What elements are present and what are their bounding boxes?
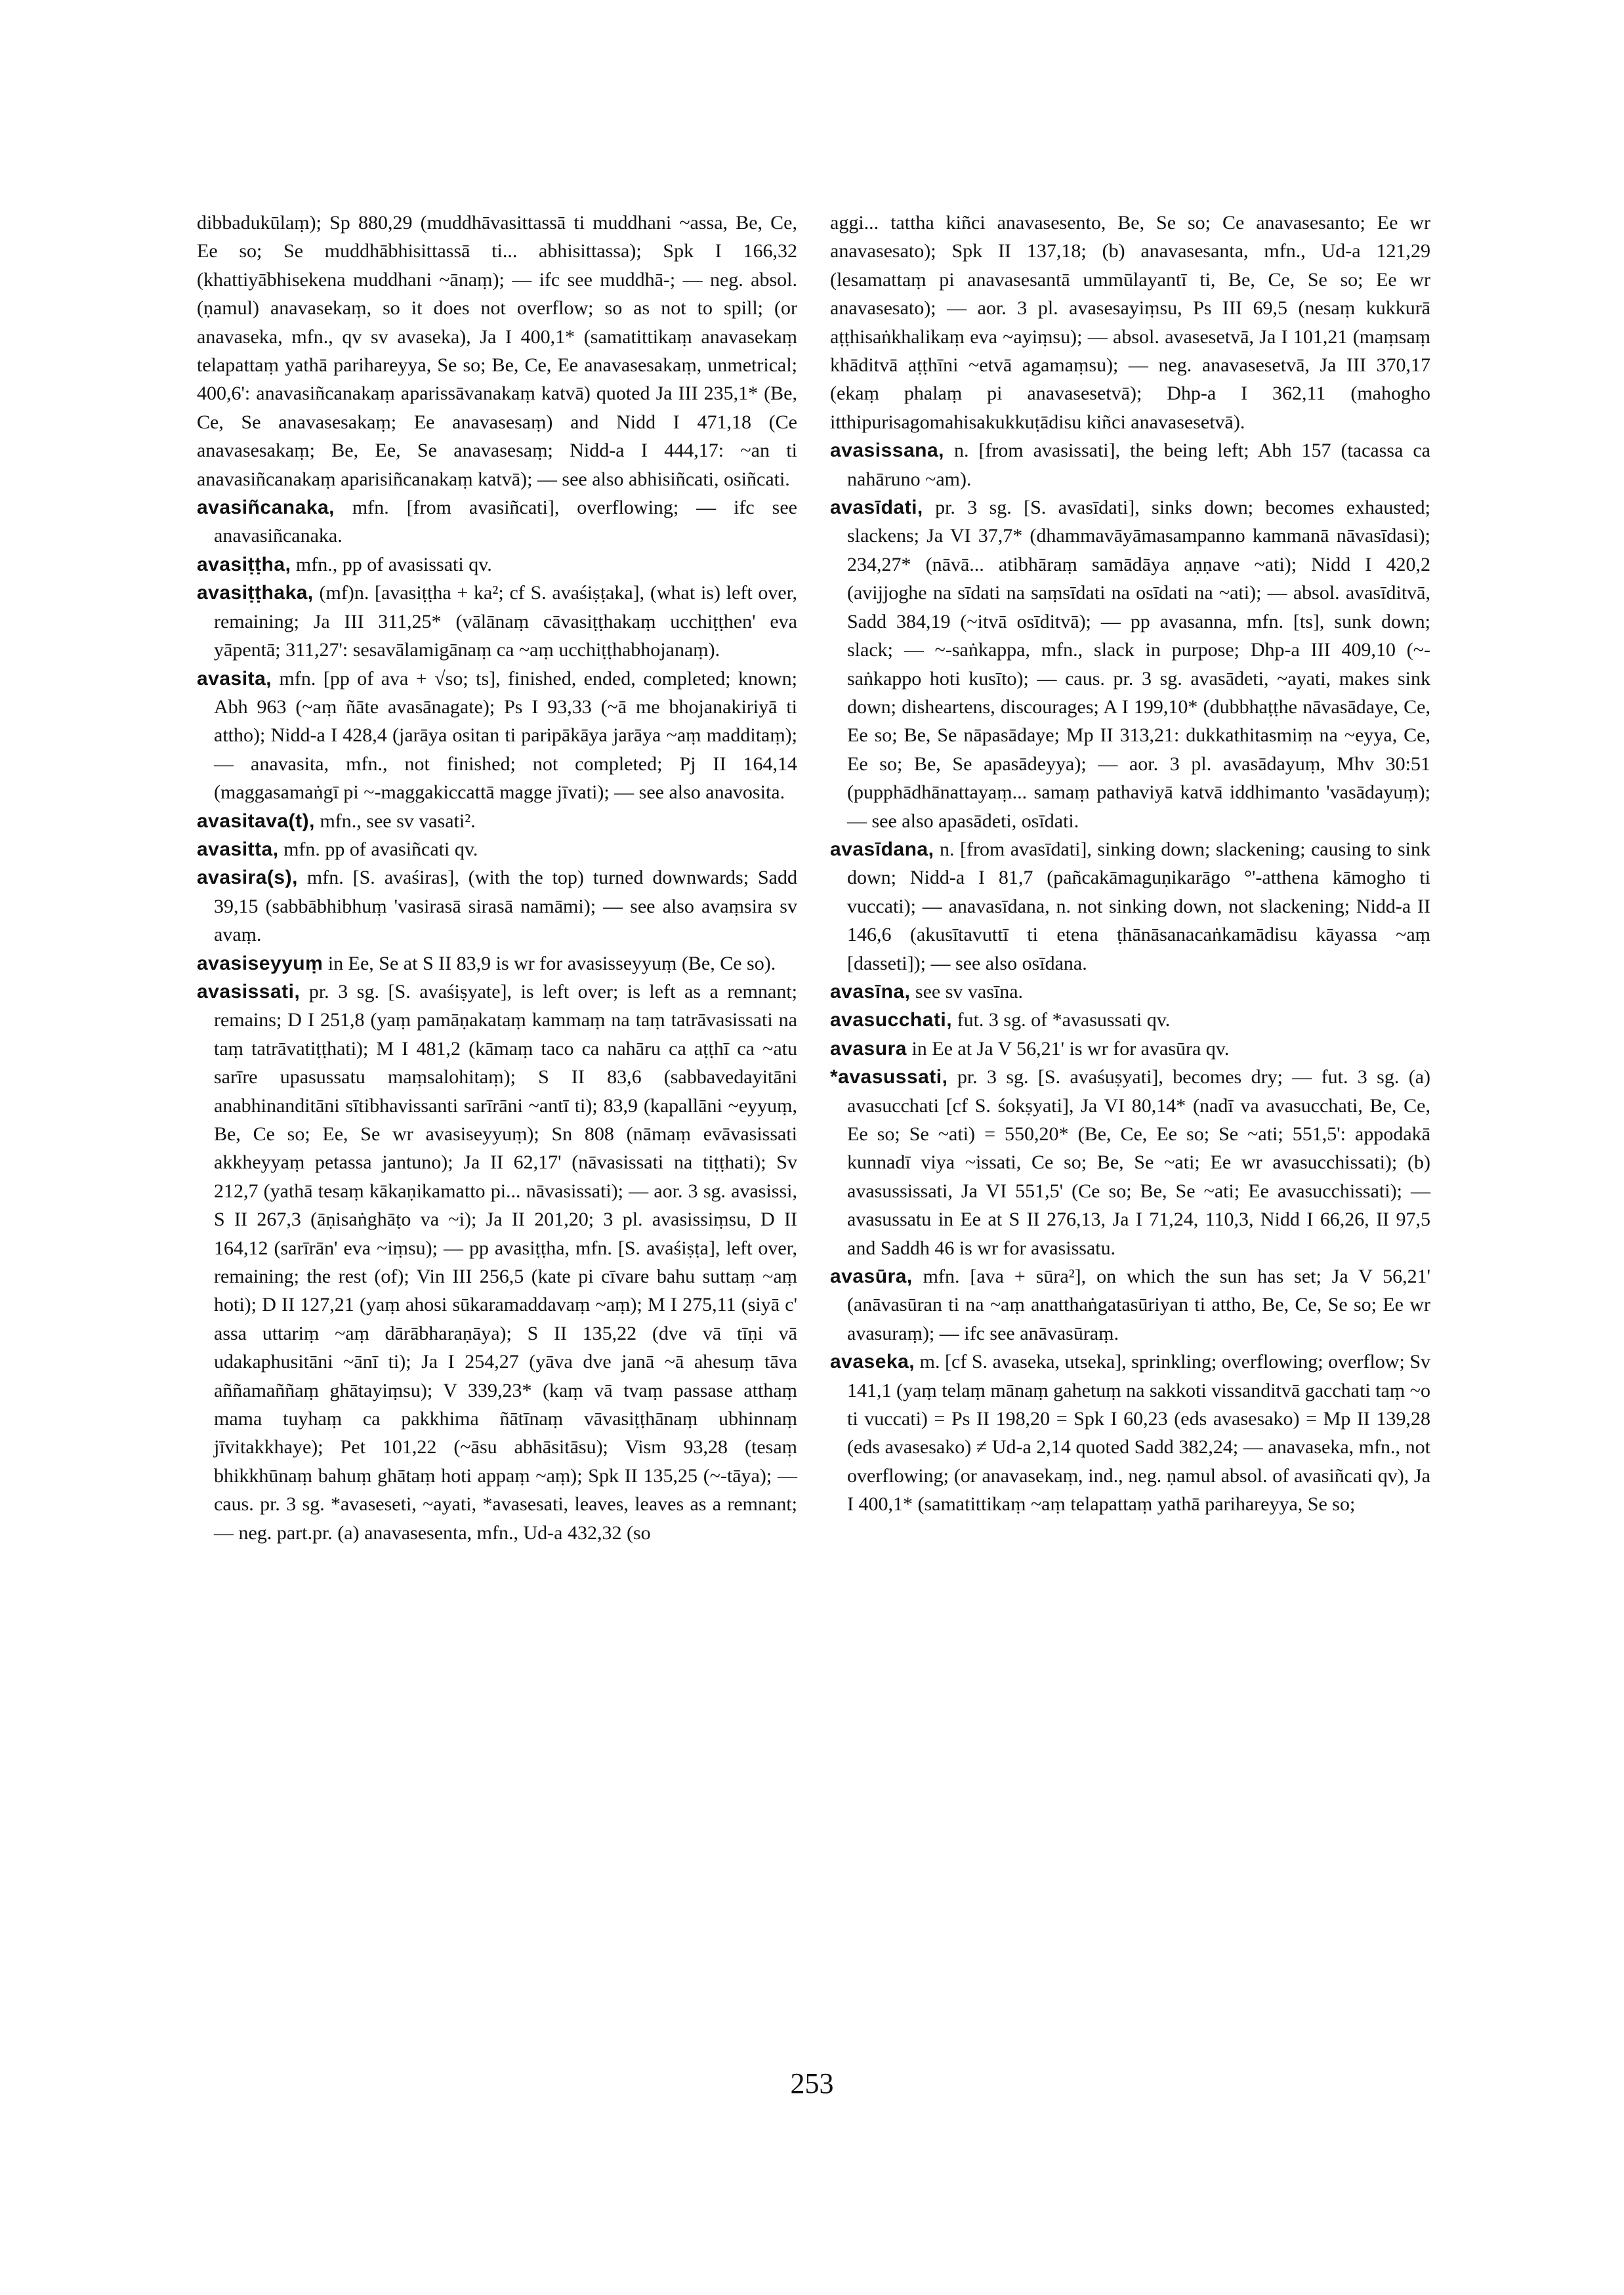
- dictionary-entry: [197, 550, 797, 579]
- dictionary-entry: [830, 1262, 1430, 1348]
- right-column: [830, 209, 1430, 1519]
- dictionary-entry: [197, 493, 797, 550]
- entry-text: mfn. [pp of ava + √so; ts], finished, ended, completed; known; Abh 963 (~aṃ ñāte avasānagate); Ps I 93,33 (~ā me bhojanakiriyā ti attho); Nidd-a I 428,4 (jarāya ositan ti paripākāya jarāya ~aṃ madditaṃ); — anavasita, mfn., not finished; not completed; Pj II 164,14 (maggasamaṅgī pi ~-maggakiccattā magge jīvati); — see also anavosita.: [214, 667, 797, 804]
- entry-text: mfn., see sv vasati².: [314, 810, 476, 832]
- headword: avasūra,: [830, 1266, 913, 1288]
- dictionary-entry: [830, 1063, 1430, 1262]
- dictionary-entry: [197, 835, 797, 863]
- headword: avasucchati,: [830, 1009, 953, 1031]
- headword: avasiseyyuṃ: [197, 952, 323, 974]
- entry-text: mfn. [from avasiñcati], overflowing; — ifc see anavasiñcanaka.: [214, 497, 797, 547]
- headword: avasita,: [197, 667, 272, 690]
- dictionary-entry: [830, 1006, 1430, 1034]
- entry-text: mfn. [S. avaśiras], (with the top) turned downwards; Sadd 39,15 (sabbābhibhuṃ 'vasirasā sirasā namāmi); — see also avaṃsira sv avaṃ.: [214, 867, 797, 946]
- entry-text: fut. 3 sg. of *avasussati qv.: [952, 1009, 1171, 1031]
- headword: avasīna,: [830, 980, 911, 1003]
- entry-text: (mf)n. [avasiṭṭha + ka²; cf S. avaśiṣṭaka], (what is) left over, remaining; Ja III 311,25* (vālānaṃ cāvasiṭṭhakaṃ ucchiṭṭhen' eva yāpentā; 311,27': sesavālamigānaṃ ca ~aṃ ucchiṭṭhabhojanaṃ).: [214, 582, 797, 661]
- headword: avasīdati,: [830, 497, 923, 519]
- headword: avasitava(t),: [197, 810, 315, 832]
- dictionary-entry: [197, 863, 797, 949]
- headword: avasira(s),: [197, 867, 298, 889]
- dictionary-entry: [197, 209, 797, 493]
- headword: *avasussati,: [830, 1066, 948, 1088]
- entry-text: aggi... tattha kiñci anavasesento, Be, Se so; Ce anavasesanto; Ee wr anavasesato); Spk II 137,18; (b) anavasesanta, mfn., Ud-a 121,29 (lesamattaṃ pi anavasesantā ummūlayantī ti, Be, Ce, Se so; Ee wr anavasesato); — aor. 3 pl. avasesayiṃsu, Ps III 69,5 (nesaṃ kukkurā aṭṭhisaṅkhalikaṃ eva ~ayiṃsu); — absol. avasesetvā, Ja I 101,21 (maṃsaṃ khāditvā aṭṭhīni ~etvā agamaṃsu); — neg. anavasesetvā, Ja III 370,17 (ekaṃ phalaṃ pi anavasesetvā); Dhp-a I 362,11 (mahogho itthipurisagomahisakukkuṭādisu kiñci anavasesetvā).: [830, 212, 1430, 433]
- dictionary-entry: [830, 978, 1430, 1006]
- headword: avasiñcanaka,: [197, 497, 335, 519]
- headword: avasīdana,: [830, 838, 934, 860]
- entry-text: pr. 3 sg. [S. avaśuṣyati], becomes dry; — fut. 3 sg. (a) avasucchati [cf S. śokṣyati], Ja VI 80,14* (nadī va avasucchati, Be, Ce, Ee so; Se ~ati) = 550,20* (Be, Ce, Ee so; Se ~ati; 551,5': appodakā kunnadī viya ~issati, Ce so; Be, Se ~ati; Ee wr avasucchissati); (b) avasussissati, Ja VI 551,5' (Ce so; Be, Se ~ati; Ee avasucchissati); — avasussatu in Ee at S II 276,13, Ja I 71,24, 110,3, Nidd I 66,26, II 97,5 and Saddh 46 is wr for avasissatu.: [847, 1066, 1430, 1259]
- left-column: [197, 209, 797, 1547]
- headword: avasiṭṭha,: [197, 553, 291, 575]
- entry-text: mfn. pp of avasiñcati qv.: [278, 838, 478, 860]
- entry-text: in Ee at Ja V 56,21' is wr for avasūra qv.: [906, 1037, 1230, 1060]
- dictionary-entry: [197, 665, 797, 807]
- dictionary-entry: [197, 579, 797, 664]
- headword: avaseka,: [830, 1351, 915, 1373]
- entry-text: dibbadukūlaṃ); Sp 880,29 (muddhāvasittassā ti muddhani ~assa, Be, Ce, Ee so; Se muddhābhisittassā ti... abhisittassa); Spk I 166,32 (khattiyābhisekena muddhani ~ānaṃ); — ifc see muddhā-; — neg. absol. (ṇamul) anavasekaṃ, so it does not overflow; so as not to spill; (or anavaseka, mfn., qv sv avaseka), Ja I 400,1* (samatittikaṃ anavasekaṃ telapattaṃ yathā parihareyya, Se so; Be, Ce, Ee anavasesakaṃ, unmetrical; 400,6': anavasiñcanakaṃ aparissāvanakaṃ katvā) quoted Ja III 235,1* (Be, Ce, Se anavasesakaṃ; Ee anavasesaṃ) and Nidd I 471,18 (Ce anavasesakaṃ; Be, Ee, Se anavasesaṃ; Nidd-a I 444,17: ~an ti anavasiñcanakaṃ aparisiñcanakaṃ katvā); — see also abhisiñcati, osiñcati.: [197, 212, 797, 490]
- dictionary-entry: [830, 209, 1430, 436]
- headword: avasissana,: [830, 440, 944, 462]
- dictionary-entry: [830, 436, 1430, 493]
- entry-text: in Ee, Se at S II 83,9 is wr for avasisseyyuṃ (Be, Ce so).: [323, 952, 776, 974]
- dictionary-entry: [830, 1348, 1430, 1518]
- entry-text: mfn. [ava + sūra²], on which the sun has set; Ja V 56,21' (anāvasūran ti na ~aṃ anatthaṅgatasūriyan ti attho, Be, Ce, Se so; Ee wr avasuraṃ); — ifc see anāvasūraṃ.: [847, 1266, 1430, 1344]
- entry-text: n. [from avasissati], the being left; Abh 157 (tacassa ca nahāruno ~am).: [847, 440, 1430, 490]
- page-number: 253: [790, 2067, 834, 2099]
- entry-text: mfn., pp of avasissati qv.: [291, 553, 492, 575]
- dictionary-entry: [197, 807, 797, 835]
- headword: avasitta,: [197, 838, 279, 860]
- entry-text: m. [cf S. avaseka, utseka], sprinkling; overflowing; overflow; Sv 141,1 (yaṃ telaṃ mānaṃ gahetuṃ na sakkoti vissanditvā gacchati taṃ ~o ti vuccati) = Ps II 198,20 = Spk I 60,23 (eds avasesako) = Mp II 139,28 (eds avasesako) ≠ Ud-a 2,14 quoted Sadd 382,24; — anavaseka, mfn., not overflowing; (or anavasekaṃ, ind., neg. ṇamul absol. of avasiñcati qv), Ja I 400,1* (samatittikaṃ ~aṃ telapattaṃ yathā parihareyya, Se so;: [847, 1351, 1430, 1516]
- entry-text: pr. 3 sg. [S. avaśiṣyate], is left over; is left as a remnant; remains; D I 251,8 (yaṃ pamāṇakataṃ kammaṃ na taṃ tatrāvasissati na taṃ tatrāvatiṭṭhati); M I 481,2 (kāmaṃ taco ca nahāru ca aṭṭhī ca ~atu sarīre upasussatu maṃsalohitaṃ); S II 83,6 (sabbavedayitāni anabhinanditāni sītibhavissanti sarīrāni ~antī ti); 83,9 (kapallāni ~eyyuṃ, Be, Ce so; Ee, Se wr avasiseyyuṃ); Sn 808 (nāmaṃ evāvasissati akkheyyaṃ petassa jantuno); Ja II 62,17' (nāvasissati na tiṭṭhati); Sv 212,7 (yathā tesaṃ kākaṇikamatto pi... nāvasissati); — aor. 3 sg. avasissi, S II 267,3 (āṇisaṅghāṭo va ~i); Ja II 201,20; 3 pl. avasissiṃsu, D II 164,12 (sarīrān' eva ~iṃsu); — pp avasiṭṭha, mfn. [S. avaśiṣṭa], left over, remaining; the rest (of); Vin III 256,5 (kate pi cīvare bahu suttaṃ ~aṃ hoti); D II 127,21 (yaṃ ahosi sūkaramaddavaṃ ~aṃ); M I 275,11 (siyā c' assa uttariṃ ~aṃ dārābharaṇāya); S II 135,22 (dve vā tīṇi vā udakaphusitāni ~ānī ti); Ja I 254,27 (yāva dve janā ~ā ahesuṃ tāva aññamaññaṃ ghātayiṃsu); V 339,23* (kaṃ vā tvaṃ passase atthaṃ mama tuyhaṃ ca pakkhima ñātīnaṃ vāvasiṭṭhānaṃ ubhinnaṃ jīvitakkhaye); Pet 101,22 (~āsu abhāsitāsu); Vism 93,28 (tesaṃ bhikkhūnaṃ bahuṃ ghātaṃ hoti appaṃ ~aṃ); Spk II 135,25 (~-tāya); — caus. pr. 3 sg. *avaseseti, ~ayati, *avasesati, leaves, leaves as a remnant; — neg. part.pr. (a) anavasesenta, mfn., Ud-a 432,32 (so: [214, 980, 797, 1544]
- dictionary-entry: [830, 835, 1430, 978]
- headword: avasiṭṭhaka,: [197, 582, 314, 604]
- entry-text: see sv vasīna.: [910, 980, 1024, 1003]
- dictionary-entry: [830, 1035, 1430, 1063]
- headword: avasura: [830, 1037, 907, 1060]
- headword: avasissati,: [197, 980, 301, 1003]
- entry-text: n. [from avasīdati], sinking down; slackening; causing to sink down; Nidd-a I 81,7 (pañcakāmaguṇikarāgo °'-atthena kāmogho ti vuccati); — anavasīdana, n. not sinking down, not slackening; Nidd-a II 146,6 (akusītavuttī ti etena ṭhānāsanacaṅkamādisu kāyassa ~aṃ [dasseti]); — see also osīdana.: [847, 838, 1430, 974]
- dictionary-entry: [197, 978, 797, 1547]
- dictionary-entry: [197, 949, 797, 978]
- entry-text: pr. 3 sg. [S. avasīdati], sinks down; becomes exhausted; slackens; Ja VI 37,7* (dhammavāyāmasampanno kammanā nāvasīdasi); 234,27* (nāvā... atibhāraṃ samādāya aṇṇave ~ati); Nidd I 420,2 (avijjoghe na sīdati na saṃsīdati na osīdati na ~ati); — absol. avasīditvā, Sadd 384,19 (~itvā osīditvā); — pp avasanna, mfn. [ts], sunk down; slack; — ~-saṅkappa, mfn., slack in purpose; Dhp-a III 409,10 (~-saṅkappo hoti kusīto); — caus. pr. 3 sg. avasādeti, ~ayati, makes sink down; disheartens, discourages; A I 199,10* (dubbhaṭṭhe nāvasādaye, Ce, Ee so; Be, Se nāpasādaye; Mp II 313,21: dukkathitasmiṃ na ~eyya, Ce, Ee so; Be, Se apasādeyya); — aor. 3 pl. avasādayuṃ, Mhv 30:51 (pupphādhānattayaṃ... samaṃ pathaviyā katvā iddhimanto 'vasādayuṃ); — see also apasādeti, osīdati.: [847, 497, 1430, 832]
- dictionary-entry: [830, 493, 1430, 835]
